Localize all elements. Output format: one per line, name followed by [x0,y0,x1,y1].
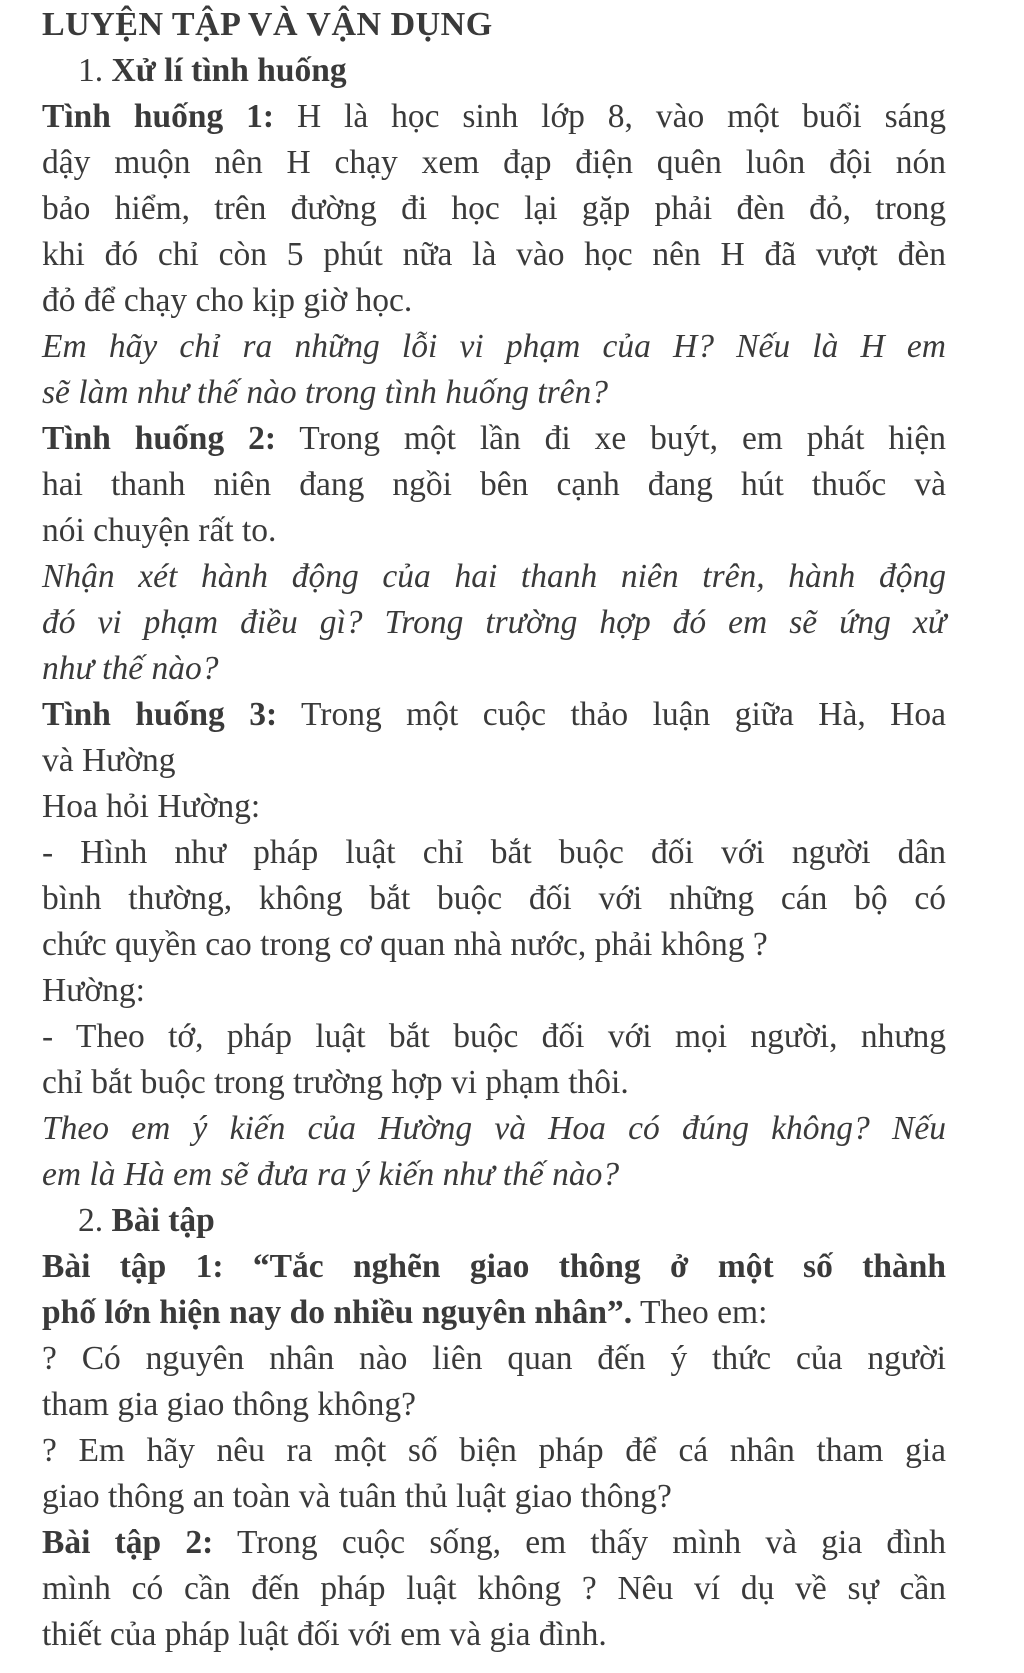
situation-3-line-3: Hoa hỏi Hường: [42,788,261,825]
situation-1-line-1 [42,94,946,140]
exercise-1-line-6: giao thông an toàn và tuân thủ luật giao thông? [42,1478,672,1515]
exercise-2-label: Bài tập 2: [42,1524,214,1561]
section-1-number: 1. [78,52,104,89]
situation-3-question-2: em là Hà em sẽ đưa ra ý kiến như thế nào? [42,1156,620,1193]
situation-3-question-1: Theo em ý kiến của Hường và Hoa có đúng không? Nếu [42,1110,946,1147]
situation-3-line-1 [42,692,946,738]
exercise-2-text-1: Trong cuộc sống, em thấy mình và gia đình [236,1524,946,1561]
exercise-2-line-1 [42,1520,946,1566]
situation-1-text-1: H là học sinh lớp 8, vào một buổi sáng [296,98,946,135]
situation-3-line-7: Hường: [42,972,145,1009]
section-2-label: Bài tập [111,1202,215,1239]
situation-3-line-6: chức quyền cao trong cơ quan nhà nước, phải không ? [42,926,768,963]
situation-2-question-1: Nhận xét hành động của hai thanh niên trên, hành động [42,558,946,595]
exercise-1-line-2 [42,1290,946,1336]
situation-2-question-3: như thế nào? [42,650,219,687]
situation-2-line-2: hai thanh niên đang ngồi bên cạnh đang hút thuốc và [42,466,946,503]
situation-3-line-9: chỉ bắt buộc trong trường hợp vi phạm thôi. [42,1064,629,1101]
situation-1-question-1: Em hãy chỉ ra những lỗi vi phạm của H? Nếu là H em [42,328,946,365]
situation-2-label: Tình huống 2: [42,420,276,457]
section-1-label: Xử lí tình huống [111,52,347,89]
situation-3-line-8: - Theo tớ, pháp luật bắt buộc đối với mọi người, nhưng [42,1018,946,1055]
section-1-title [42,48,946,94]
section-2-number: 2. [78,1202,104,1239]
exercise-2-line-3: thiết của pháp luật đối với em và gia đình. [42,1616,607,1653]
exercise-1-line-3: ? Có nguyên nhân nào liên quan đến ý thức của người [42,1340,946,1377]
situation-1-line-5: đỏ để chạy cho kịp giờ học. [42,282,413,319]
exercise-1-line-1: Bài tập 1: “Tắc nghẽn giao thông ở một số thành [42,1248,946,1285]
situation-1-line-4: khi đó chỉ còn 5 phút nữa là vào học nên H đã vượt đèn [42,236,946,273]
situation-3-line-4: - Hình như pháp luật chỉ bắt buộc đối với người dân [42,834,946,871]
situation-3-line-2: và Hường [42,742,176,779]
exercise-1-line-5: ? Em hãy nêu ra một số biện pháp để cá nhân tham gia [42,1432,946,1469]
situation-2-text-1: Trong một lần đi xe buýt, em phát hiện [299,420,946,457]
section-2-title [42,1198,946,1244]
situation-3-label: Tình huống 3: [42,696,278,733]
situation-1-question-2: sẽ làm như thế nào trong tình huống trên? [42,374,609,411]
situation-1-line-2: dậy muộn nên H chạy xem đạp điện quên luôn đội nón [42,144,946,181]
exercise-1-bold-tail: phố lớn hiện nay do nhiều nguyên nhân”. [42,1294,633,1331]
exercise-2-line-2: mình có cần đến pháp luật không ? Nêu ví dụ về sự cần [42,1570,946,1607]
situation-2-line-1 [42,416,946,462]
situation-2-line-3: nói chuyện rất to. [42,512,277,549]
situation-1-label: Tình huống 1: [42,98,275,135]
situation-3-line-5: bình thường, không bắt buộc đối với những cán bộ có [42,880,946,917]
situation-1-line-3: bảo hiểm, trên đường đi học lại gặp phải đèn đỏ, trong [42,190,946,227]
exercise-1-tail: Theo em: [632,1294,768,1331]
exercise-1-line-4: tham gia giao thông không? [42,1386,417,1423]
situation-3-text-1: Trong một cuộc thảo luận giữa Hà, Hoa [301,696,946,733]
situation-2-question-2: đó vi phạm điều gì? Trong trường hợp đó em sẽ ứng xử [42,604,946,641]
page-heading: LUYỆN TẬP VÀ VẬN DỤNG [42,6,493,43]
